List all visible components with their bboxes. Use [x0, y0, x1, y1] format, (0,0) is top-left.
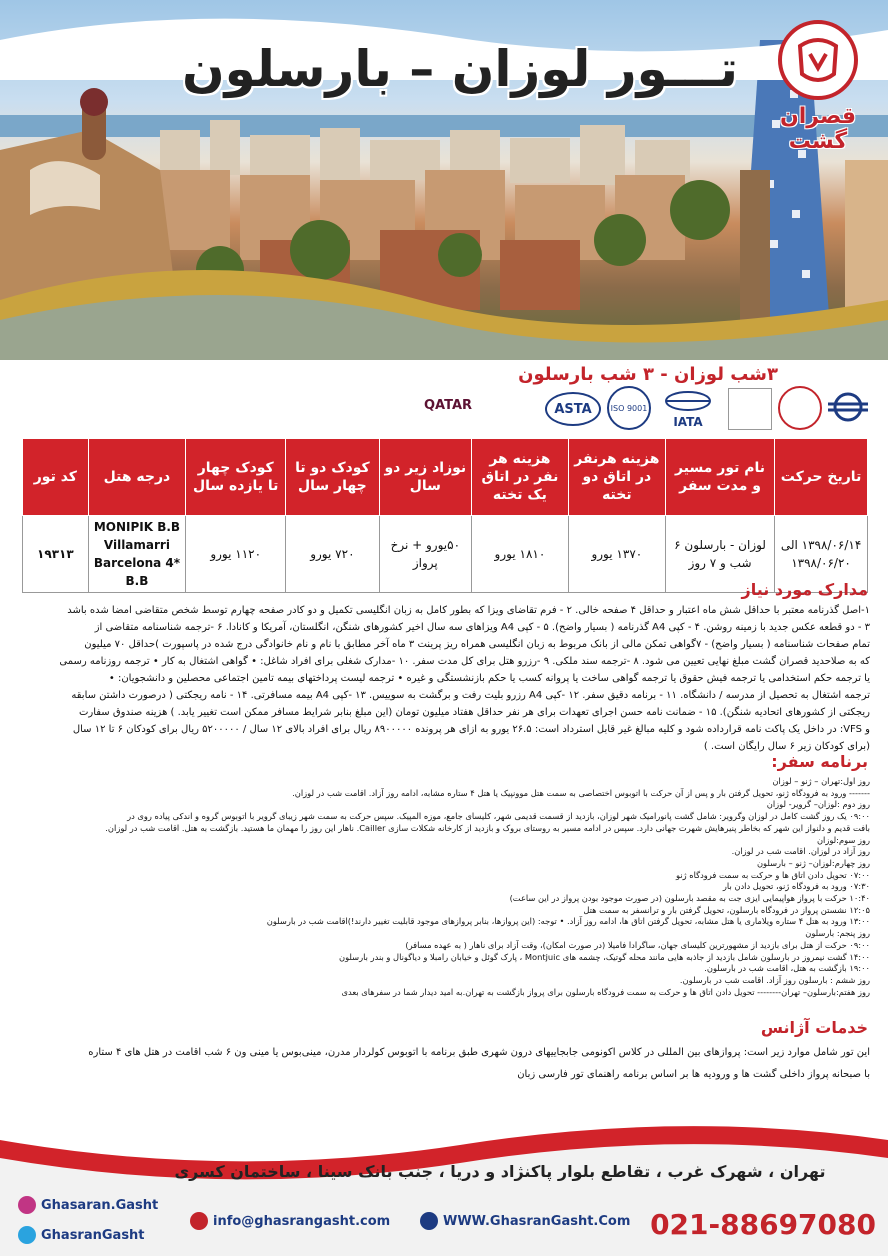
instagram-contact[interactable]: [18, 1196, 158, 1214]
program-line: روز پنجم: بارسلون: [805, 928, 870, 939]
website-contact[interactable]: [420, 1212, 630, 1230]
iata-logo: [657, 390, 719, 429]
association-logo-1: [728, 388, 772, 430]
services-line: با صبحانه پرواز داخلی گشت ها و ورودیه ها بر اساس برنامه راهنمای تور فارسی زبان: [517, 1069, 870, 1080]
phone-number[interactable]: 021-88697080: [650, 1208, 876, 1241]
documents-line: و VFS: در داخل یک پاکت نامه قرارداده شود و کلیه مبالغ غیر قابل استرداد است: ۲۶.۵ یورو به ازای هر پرونده ۸۹۰۰۰۰۰ ریال برای افراد بالای ۱۲ سال / ۵۲۰۰۰۰۰ ریال برای کودکان ۶ تا ۱۲ سال: [72, 724, 870, 735]
program-line: بافت قدیم و دلنواز این شهر که بخاطر پنیرهایش شهرت جهانی دارد. سپس در ادامه مسیر به روستای بروک و بازدید از کارخانه شکلات سازی Cailler. ناهار این روز را مهمان ما هستید. بازگشت به هتل. اقامت شب در لوزان.: [105, 822, 870, 833]
services-heading: خدمات آژانس: [760, 1018, 868, 1037]
services-line: این تور شامل موارد زیر است: پروازهای بین المللی در کلاس اکونومی جابجاییهای درون شهری طبق برنامه با اتوبوس کولردار مدرن، مینی‌بوس یا مینی ون ۶ شب اقامت در هتل های ۴ ستاره: [88, 1047, 870, 1058]
qatar-airways-logo: QATAR: [424, 398, 473, 413]
iata-label: IATA: [673, 415, 703, 429]
instagram-icon: [18, 1196, 36, 1214]
program-line: روز هفتم:بارسلون– تهران-------- تحویل دادن اتاق ها و حرکت به سمت فرودگاه بارسلون برای پرواز بازگشت به تهران.به امید دیدار شما در سفرهای بعدی: [341, 986, 870, 997]
program-line: ۱۳:۰۰ ورود به هتل ۴ ستاره ویلاماری یا هتل مشابه، تحویل گرفتن اتاق ها، ادامه روز آزاد. • توجه: (این پروازها، بنابر پروازهای موجود قابلیت تغییر دارند!)اقامت شب در بارسلون: [266, 916, 870, 927]
header-route: نام تور مسیر و مدت سفر: [665, 439, 774, 516]
association-logo-2: [778, 386, 822, 430]
header-child-4-11: کودک چهار تا یازده سال: [186, 439, 286, 516]
cell-single: ۱۸۱۰ یورو: [472, 516, 569, 593]
documents-line: ۱-اصل گذرنامه معتبر با حداقل شش ماه اعتبار و حداقل ۴ صفحه خالی. ۲ - فرم تقاضای ویزا که بطور کامل به زبان انگلیسی تکمیل و دو کادر صفحه چهارم توسط شخص متقاضی امضا شده باشد: [67, 605, 870, 616]
tour-title: تـــور لوزان – بارسلون: [181, 40, 738, 98]
header-double: هزینه هرنفر در اتاق دو تخته: [568, 439, 665, 516]
brand-name: قصران گشت: [779, 104, 857, 154]
header-hotel: درجه هتل: [88, 439, 185, 516]
program-line: روز آزاد در لوزان. اقامت شب در لوزان.: [731, 846, 870, 857]
globe-icon: [420, 1212, 438, 1230]
brand-logo: [768, 20, 868, 154]
cell-double: ۱۳۷۰ یورو: [568, 516, 665, 593]
email-icon: [190, 1212, 208, 1230]
program-line: ۱۰:۴۰ حرکت با پرواز هواپیمایی ایزی جت به مقصد بارسلون (در صورت موجود بودن پرواز در این ساعت): [509, 893, 870, 904]
telegram-contact[interactable]: [18, 1226, 145, 1244]
program-line: روز دوم :لوزان– گرویر- لوزان: [766, 799, 870, 810]
program-line: روز اول:تهران – ژنو – لوزان: [772, 776, 870, 786]
documents-line: ترجمه اشتغال به تحصیل از مدرسه / دانشگاه. ۱۱ - برنامه دقیق سفر. ۱۲ -کپی A4 رزرو بلیت رفت و برگشت به سوییس. ۱۳ -کپی A4 بیمه مسافرتی. ۱۴ - نامه ریجکتی ( درصورت داشتن سابقه: [71, 690, 870, 701]
brand-emblem-icon: [778, 20, 858, 100]
program-line: ۱۲:۰۵ نشستن پرواز در فرودگاه بارسلون، تحویل گرفتن بار و ترانسفر به سمت هتل: [583, 904, 870, 915]
tour-subtitle: ۳شب لوزان - ۳ شب بارسلون: [518, 364, 778, 385]
hotel-lausanne: MONIPIK B.B: [93, 520, 181, 534]
telegram-icon: [18, 1226, 36, 1244]
documents-line: ۳ - دو قطعه عکس جدید با زمینه روشن. ۴ - کپی A4 گذرنامه ( بسیار واضح). ۵ - کپی A4 ویزاهای سه سال اخیر کشورهای شنگن، انگلستان، آمریکا و کانادا. ۶ -ترجمه شناسنامه متقاضی از: [94, 622, 870, 633]
services-text: [18, 1042, 870, 1086]
documents-line: که به صلاحدید قصران گشت مبلغ نهایی تعیین می شود. ۸ -ترجمه سند ملکی. ۹ -رزرو هتل برای کل مدت سفر. ۱۰ -مدارک شغلی برای افراد شاغل: • گواهی اشتغال به کار • ترجمه روزنامه رسمی: [59, 656, 870, 667]
documents-line: تمام صفحات شناسنامه ( بسیار واضح) - ۷گواهی تمکن مالی از بانک مربوط به زبان انگلیسی همراه ریز پرینت ۳ ماه آخر مطابق با نام و نام خانوادگی درج شده در پاسپورت )حداقل ۷۰ میلیون: [84, 639, 870, 650]
documents-line: ریجکتی از کشورهای اتحادیه شنگن). ۱۵ - ضمانت نامه حسن اجرای تعهدات برای هر نفر حداقل هفتاد میلیون تومان (این مبلغ بنابر شرایط مسافر ممکن است تغییر یابد. ) هزینه صندوق سفارت: [78, 707, 870, 718]
email-contact[interactable]: [190, 1212, 390, 1230]
header-child-2-4: کودک دو تا چهار سال: [286, 439, 379, 516]
program-line: ۱۹:۰۰ بازگشت به هتل، اقامت شب در بارسلون.: [704, 963, 870, 974]
table-header-row: [23, 439, 868, 516]
cell-route: لوزان - بارسلون ۶ شب و ۷ روز: [665, 516, 774, 593]
cell-child-2-4: ۷۲۰ یورو: [286, 516, 379, 593]
cell-infant: ۵۰یورو + نرخ پرواز: [379, 516, 472, 593]
email-address: info@ghasrangasht.com: [213, 1213, 391, 1229]
program-line: ۱۴:۰۰ گشت نیمروز در بارسلون شامل بازدید از جاذبه هایی مانند محله گوتیک، چشمه های Montjuic ، پارک گوئل و خیابان رامبلا و دیاگونال و بندر بارسلون: [339, 951, 870, 962]
cell-date: ۱۳۹۸/۰۶/۱۴ الی ۱۳۹۸/۰۶/۲۰: [775, 516, 868, 593]
documents-text: [18, 602, 870, 755]
cell-hotel: [88, 516, 185, 593]
documents-heading: مدارک مورد نیاز: [741, 580, 868, 599]
price-table: [22, 438, 868, 593]
telegram-handle: GhasranGasht: [41, 1227, 145, 1243]
website-url: WWW.GhasranGasht.Com: [443, 1213, 631, 1229]
iata-globe-icon: [657, 390, 719, 412]
header-single: هزینه هر نفر در اتاق یک تخته: [472, 439, 569, 516]
header-date: تاریخ حرکت: [775, 439, 868, 516]
cell-code: ۱۹۳۱۳: [23, 516, 89, 593]
program-line: ------- ورود به فرودگاه ژنو، تحویل گرفتن بار و پس از آن حرکت با اتوبوس اختصاصی به سمت هتل موونپیک یا هتل ۴ ستاره مشابه، ادامه روز آزاد. اقامت شب در لوزان.: [292, 787, 870, 798]
asta-logo: ASTA: [545, 392, 601, 426]
program-line: ۰۷:۳۰ ورود به فرودگاه ژنو، تحویل دادن بار: [722, 881, 870, 892]
program-line: روز سوم:لوزان: [816, 834, 870, 845]
footer-address: تهران ، شهرک غرب ، تقاطع بلوار پاکنژاد و دریا ، جنب بانک سینا ، ساختمان کسری: [174, 1162, 826, 1181]
instagram-handle: Ghasaran.Gasht: [41, 1197, 159, 1213]
header-infant: نوزاد زیر دو سال: [379, 439, 472, 516]
program-line: ۰۹:۰۰ یک روز گشت کامل در لوزان وگرویر: شامل گشت پانورامیک شهر لوزان، بازدید از قسمت قدیمی شهر، کلیسای جامع، موزه المپیک. سپس حرکت به سمت شهر زیبای گرویر با اتوبوس گروه و اندکی پیاده روی در: [127, 811, 870, 822]
program-text: [18, 776, 870, 998]
cell-child-4-11: ۱۱۲۰ یورو: [186, 516, 286, 593]
program-line: ۰۹:۰۰ حرکت از هتل برای بازدید از مشهورترین کلیسای جهان، ساگرادا فامیلا (در صورت امکان)، وقت آزاد برای ناهار ( به عهده مسافر): [405, 939, 870, 950]
hotel-barcelona: Villamarri Barcelona 4* B.B: [93, 538, 181, 588]
iso-logo: ISO 9001: [607, 386, 651, 430]
documents-line: (برای کودکان زیر ۶ سال رایگان است. ): [703, 741, 870, 752]
program-line: روز ششم : بارسلون روز آزاد. اقامت شب در بارسلون.: [679, 974, 870, 985]
program-line: ۰۷:۰۰ تحویل دادن اتاق ها و حرکت به سمت فرودگاه ژنو: [676, 869, 870, 880]
association-logo-3: [826, 392, 870, 422]
program-heading: برنامه سفر:: [771, 752, 868, 771]
program-line: روز چهارم:لوزان– ژنو – بارسلون: [756, 857, 870, 868]
header-code: کد تور: [23, 439, 89, 516]
documents-line: یا ترجمه حکم استخدامی یا ترجمه فیش حقوق یا ترجمه گواهی ساخت یا پروانه کسب یا حکم بازنشستگی و غیره • ترجمه لیست پرداختهای بیمه تامین اجتماعی محصلین و دانشجویان: •: [108, 673, 870, 684]
